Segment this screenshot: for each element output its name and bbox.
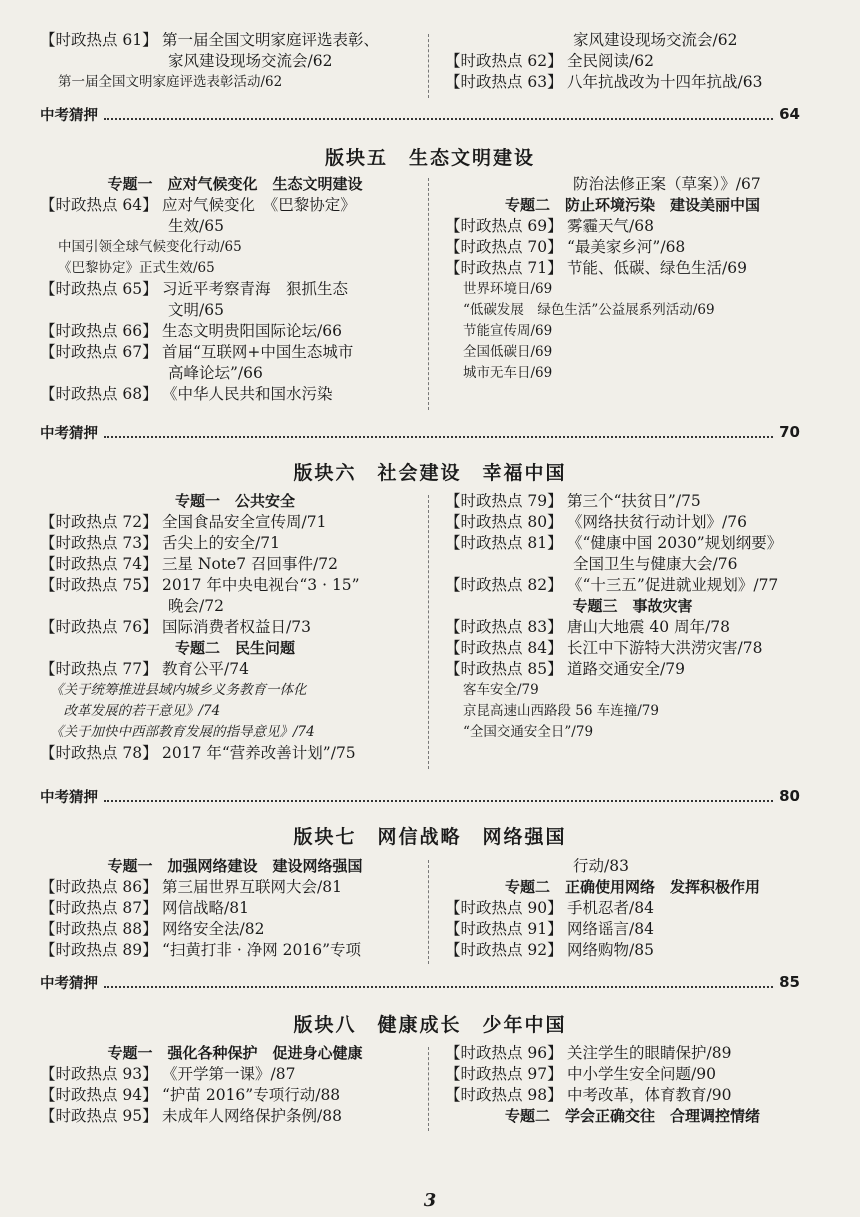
hotspot-title: 《“健康中国 2030”规划纲要》 bbox=[567, 534, 783, 552]
document-reference: 《关于统筹推进县域内城乡义务教育一体化 bbox=[50, 682, 307, 698]
hotspot-entry bbox=[445, 51, 820, 72]
sub-item: “全国交通安全日”/79 bbox=[463, 724, 594, 740]
right-column bbox=[445, 30, 820, 93]
hotspot-title: 雾霾天气/68 bbox=[567, 217, 654, 235]
hotspot-title: 全民阅读/62 bbox=[567, 52, 654, 70]
section-6 bbox=[40, 491, 820, 773]
hotspot-tag: 【时政热点 89】 bbox=[40, 941, 158, 959]
hotspot-tag: 【时政热点 73】 bbox=[40, 534, 158, 552]
hotspot-title: 舌尖上的安全/71 bbox=[162, 534, 280, 552]
exam-guess-row bbox=[40, 786, 800, 806]
sub-item: 世界环境日/69 bbox=[463, 281, 553, 297]
section-6-banner: 版块六 社会建设 幸福中国 bbox=[293, 462, 567, 484]
topic-heading: 专题一 公共安全 bbox=[174, 492, 295, 510]
hotspot-title: 关注学生的眼睛保护/89 bbox=[567, 1044, 732, 1062]
hotspot-title: 《开学第一课》/87 bbox=[162, 1065, 296, 1083]
hotspot-title: “最美家乡河”/68 bbox=[567, 238, 686, 256]
hotspot-title: 2017 年“营养改善计划”/75 bbox=[162, 744, 356, 762]
hotspot-title: 《“十三五”促进就业规划》/77 bbox=[567, 576, 779, 594]
hotspot-entry bbox=[445, 659, 820, 680]
hotspot-title: 节能、低碳、绿色生活/69 bbox=[567, 259, 747, 277]
hotspot-tag: 【时政热点 61】 bbox=[40, 31, 158, 49]
hotspot-continuation: 高峰论坛”/66 bbox=[168, 364, 263, 382]
topic-heading: 专题一 强化各种保护 促进身心健康 bbox=[107, 1044, 363, 1062]
hotspot-tag: 【时政热点 93】 bbox=[40, 1065, 158, 1083]
topic-heading: 专题一 加强网络建设 建设网络强国 bbox=[107, 857, 363, 875]
hotspot-tag: 【时政热点 97】 bbox=[445, 1065, 563, 1083]
exam-guess-row bbox=[40, 104, 800, 124]
hotspot-title: 习近平考察青海 狠抓生态 bbox=[162, 280, 349, 298]
hotspot-entry bbox=[445, 1085, 820, 1106]
hotspot-entry bbox=[40, 919, 430, 940]
topic-heading: 专题二 防止环境污染 建设美丽中国 bbox=[504, 196, 760, 214]
page-number: 3 bbox=[423, 1190, 437, 1211]
hotspot-tag: 【时政热点 64】 bbox=[40, 196, 158, 214]
hotspot-entry bbox=[445, 575, 820, 596]
hotspot-continuation: 晚会/72 bbox=[168, 597, 224, 615]
section-7-banner: 版块七 网信战略 网络强国 bbox=[293, 826, 567, 848]
hotspot-entry bbox=[40, 1064, 430, 1085]
left-column bbox=[40, 856, 430, 961]
hotspot-tag: 【时政热点 87】 bbox=[40, 899, 158, 917]
hotspot-tag: 【时政热点 85】 bbox=[445, 660, 563, 678]
hotspot-title: 三星 Note7 召回事件/72 bbox=[162, 555, 338, 573]
hotspot-title: 网信战略/81 bbox=[162, 899, 249, 917]
hotspot-tag: 【时政热点 72】 bbox=[40, 513, 158, 531]
hotspot-continuation: 家风建设现场交流会/62 bbox=[573, 31, 738, 49]
hotspot-tag: 【时政热点 62】 bbox=[445, 52, 563, 70]
hotspot-entry bbox=[445, 216, 820, 237]
exam-guess-row bbox=[40, 422, 800, 442]
hotspot-entry bbox=[40, 279, 430, 300]
hotspot-continuation: 生效/65 bbox=[168, 217, 224, 235]
exam-guess-label: 中考猜押 bbox=[40, 107, 98, 124]
hotspot-tag: 【时政热点 98】 bbox=[445, 1086, 563, 1104]
hotspot-tag: 【时政热点 79】 bbox=[445, 492, 563, 510]
hotspot-entry bbox=[445, 940, 820, 961]
hotspot-title: “扫黄打非 · 净网 2016”专项 bbox=[162, 941, 362, 959]
topic-heading: 专题二 学会正确交往 合理调控情绪 bbox=[504, 1107, 760, 1125]
hotspot-title: 全国食品安全宣传周/71 bbox=[162, 513, 327, 531]
hotspot-tag: 【时政热点 74】 bbox=[40, 555, 158, 573]
hotspot-entry bbox=[445, 72, 820, 93]
hotspot-tag: 【时政热点 67】 bbox=[40, 343, 158, 361]
sub-item: 全国低碳日/69 bbox=[463, 344, 553, 360]
hotspot-tag: 【时政热点 77】 bbox=[40, 660, 158, 678]
leader-dots bbox=[104, 108, 773, 120]
sub-item: 第一届全国文明家庭评选表彰活动/62 bbox=[58, 74, 283, 90]
left-column bbox=[40, 30, 430, 93]
hotspot-title: 2017 年中央电视台“3 · 15” bbox=[162, 576, 360, 594]
hotspot-tag: 【时政热点 65】 bbox=[40, 280, 158, 298]
hotspot-entry bbox=[40, 1085, 430, 1106]
exam-guess-page: 80 bbox=[779, 787, 800, 805]
hotspot-title: 第一届全国文明家庭评选表彰、 bbox=[162, 31, 380, 49]
section-4 bbox=[40, 30, 820, 102]
hotspot-continuation: 全国卫生与健康大会/76 bbox=[573, 555, 738, 573]
hotspot-title: “护苗 2016”专项行动/88 bbox=[162, 1086, 341, 1104]
hotspot-tag: 【时政热点 75】 bbox=[40, 576, 158, 594]
hotspot-continuation: 行动/83 bbox=[573, 857, 629, 875]
hotspot-entry bbox=[40, 617, 430, 638]
hotspot-continuation: 防治法修正案（草案）》/67 bbox=[573, 175, 761, 193]
hotspot-title: 《网络扶贫行动计划》/76 bbox=[567, 513, 747, 531]
hotspot-tag: 【时政热点 88】 bbox=[40, 920, 158, 938]
exam-guess-page: 70 bbox=[779, 423, 800, 441]
hotspot-entry bbox=[445, 617, 820, 638]
right-column bbox=[445, 491, 820, 743]
section-5 bbox=[40, 174, 820, 414]
hotspot-entry bbox=[40, 554, 430, 575]
hotspot-title: 第三届世界互联网大会/81 bbox=[162, 878, 342, 896]
hotspot-tag: 【时政热点 86】 bbox=[40, 878, 158, 896]
left-column bbox=[40, 1043, 430, 1127]
exam-guess-row bbox=[40, 972, 800, 992]
hotspot-entry bbox=[445, 237, 820, 258]
hotspot-title: 教育公平/74 bbox=[162, 660, 249, 678]
hotspot-title: 中考改革，体育教育/90 bbox=[567, 1086, 732, 1104]
hotspot-title: 八年抗战改为十四年抗战/63 bbox=[567, 73, 763, 91]
hotspot-entry bbox=[445, 919, 820, 940]
hotspot-tag: 【时政热点 96】 bbox=[445, 1044, 563, 1062]
hotspot-tag: 【时政热点 92】 bbox=[445, 941, 563, 959]
topic-heading: 专题二 民生问题 bbox=[174, 639, 295, 657]
hotspot-tag: 【时政热点 70】 bbox=[445, 238, 563, 256]
hotspot-entry bbox=[40, 512, 430, 533]
hotspot-title: 网络安全法/82 bbox=[162, 920, 265, 938]
exam-guess-label: 中考猜押 bbox=[40, 975, 98, 992]
hotspot-title: 网络购物/85 bbox=[567, 941, 654, 959]
hotspot-tag: 【时政热点 95】 bbox=[40, 1107, 158, 1125]
hotspot-tag: 【时政热点 66】 bbox=[40, 322, 158, 340]
topic-heading: 专题二 正确使用网络 发挥积极作用 bbox=[504, 878, 760, 896]
hotspot-tag: 【时政热点 71】 bbox=[445, 259, 563, 277]
hotspot-entry bbox=[445, 491, 820, 512]
hotspot-entry bbox=[40, 659, 430, 680]
hotspot-title: 生态文明贵阳国际论坛/66 bbox=[162, 322, 342, 340]
document-reference: 改革发展的若干意见》/74 bbox=[50, 703, 221, 719]
hotspot-tag: 【时政热点 81】 bbox=[445, 534, 563, 552]
hotspot-tag: 【时政热点 83】 bbox=[445, 618, 563, 636]
exam-guess-label: 中考猜押 bbox=[40, 789, 98, 806]
hotspot-entry bbox=[445, 1043, 820, 1064]
hotspot-entry bbox=[40, 195, 430, 216]
hotspot-entry bbox=[40, 321, 430, 342]
hotspot-tag: 【时政热点 69】 bbox=[445, 217, 563, 235]
hotspot-entry bbox=[40, 342, 430, 363]
hotspot-tag: 【时政热点 78】 bbox=[40, 744, 158, 762]
hotspot-continuation: 文明/65 bbox=[168, 301, 224, 319]
section-5-banner: 版块五 生态文明建设 bbox=[324, 147, 535, 169]
sub-item: 城市无车日/69 bbox=[463, 365, 553, 381]
hotspot-entry bbox=[40, 898, 430, 919]
hotspot-entry bbox=[445, 258, 820, 279]
exam-guess-page: 64 bbox=[779, 105, 800, 123]
exam-guess-page: 85 bbox=[779, 973, 800, 991]
right-column bbox=[445, 174, 820, 384]
hotspot-title: 未成年人网络保护条例/88 bbox=[162, 1107, 342, 1125]
right-column bbox=[445, 1043, 820, 1127]
left-column bbox=[40, 174, 430, 405]
leader-dots bbox=[104, 426, 773, 438]
hotspot-tag: 【时政热点 90】 bbox=[445, 899, 563, 917]
sub-item: “低碳发展 绿色生活”公益展系列活动/69 bbox=[463, 302, 715, 318]
hotspot-entry bbox=[40, 533, 430, 554]
hotspot-entry bbox=[40, 575, 430, 596]
hotspot-title: 首届“互联网+中国生态城市 bbox=[162, 343, 354, 361]
hotspot-tag: 【时政热点 84】 bbox=[445, 639, 563, 657]
sub-item: 中国引领全球气候变化行动/65 bbox=[58, 239, 242, 255]
sub-item: 京昆高速山西路段 56 车连撞/79 bbox=[463, 703, 659, 719]
hotspot-title: 唐山大地震 40 周年/78 bbox=[567, 618, 731, 636]
hotspot-entry bbox=[445, 512, 820, 533]
hotspot-entry bbox=[40, 940, 430, 961]
hotspot-title: 中小学生安全问题/90 bbox=[567, 1065, 716, 1083]
hotspot-entry bbox=[40, 384, 430, 405]
topic-heading: 专题一 应对气候变化 生态文明建设 bbox=[107, 175, 363, 193]
hotspot-continuation: 家风建设现场交流会/62 bbox=[168, 52, 333, 70]
document-reference: 《关于加快中西部教育发展的指导意见》/74 bbox=[50, 724, 315, 740]
hotspot-title: 应对气候变化 《巴黎协定》 bbox=[162, 196, 356, 214]
hotspot-entry bbox=[40, 1106, 430, 1127]
left-column bbox=[40, 491, 430, 764]
leader-dots bbox=[104, 976, 773, 988]
hotspot-entry bbox=[445, 1064, 820, 1085]
hotspot-entry bbox=[445, 638, 820, 659]
hotspot-title: 长江中下游特大洪涝灾害/78 bbox=[567, 639, 763, 657]
hotspot-entry bbox=[40, 30, 430, 51]
hotspot-title: 道路交通安全/79 bbox=[567, 660, 685, 678]
hotspot-tag: 【时政热点 91】 bbox=[445, 920, 563, 938]
hotspot-title: 《中华人民共和国水污染 bbox=[162, 385, 333, 403]
hotspot-entry bbox=[445, 533, 820, 554]
right-column bbox=[445, 856, 820, 961]
section-8 bbox=[40, 1043, 820, 1135]
topic-heading: 专题三 事故灾害 bbox=[572, 597, 693, 615]
leader-dots bbox=[104, 790, 773, 802]
hotspot-tag: 【时政热点 76】 bbox=[40, 618, 158, 636]
hotspot-title: 手机忍者/84 bbox=[567, 899, 654, 917]
sub-item: 客车安全/79 bbox=[463, 682, 539, 698]
hotspot-entry bbox=[40, 743, 430, 764]
hotspot-tag: 【时政热点 82】 bbox=[445, 576, 563, 594]
hotspot-title: 网络谣言/84 bbox=[567, 920, 654, 938]
section-8-banner: 版块八 健康成长 少年中国 bbox=[293, 1014, 567, 1036]
sub-item: 《巴黎协定》正式生效/65 bbox=[58, 260, 215, 276]
hotspot-tag: 【时政热点 68】 bbox=[40, 385, 158, 403]
hotspot-title: 第三个“扶贫日”/75 bbox=[567, 492, 701, 510]
hotspot-tag: 【时政热点 63】 bbox=[445, 73, 563, 91]
exam-guess-label: 中考猜押 bbox=[40, 425, 98, 442]
hotspot-entry bbox=[40, 877, 430, 898]
hotspot-title: 国际消费者权益日/73 bbox=[162, 618, 311, 636]
sub-item: 节能宣传周/69 bbox=[463, 323, 553, 339]
hotspot-tag: 【时政热点 80】 bbox=[445, 513, 563, 531]
hotspot-tag: 【时政热点 94】 bbox=[40, 1086, 158, 1104]
section-7 bbox=[40, 856, 820, 968]
hotspot-entry bbox=[445, 898, 820, 919]
